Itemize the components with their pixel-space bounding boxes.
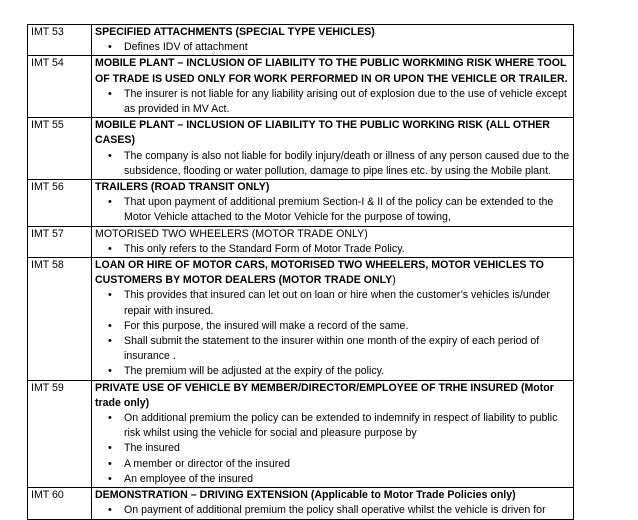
- imt-code: IMT 57: [28, 226, 92, 257]
- list-item: • For this purpose, the insured will make a record of the same.: [124, 319, 570, 334]
- list-item: • Defines IDV of attachment: [124, 40, 570, 55]
- list-item: • The insurer is not liable for any liability arising out of explosion due to the use of vehicle except as provided in MV Act.: [124, 87, 570, 117]
- list-item: • Shall submit the statement to the insurer within one month of the expiry of each period of insurance .: [124, 334, 570, 364]
- imt-title: DEMONSTRATION – DRIVING EXTENSION (Applicable to Motor Trade Policies only): [95, 489, 516, 502]
- imt-code: IMT 54: [28, 56, 92, 118]
- bullet-list: [95, 40, 570, 55]
- imt-title: [95, 258, 570, 288]
- imt-description: [92, 258, 574, 381]
- table-row: [28, 258, 574, 381]
- imt-description: [92, 56, 574, 118]
- table-row: [28, 56, 574, 118]
- bullet-list: [95, 288, 570, 379]
- imt-title: MOTORISED TWO WHEELERS (MOTOR TRADE ONLY): [95, 227, 368, 240]
- imt-description: [92, 25, 574, 56]
- table-row: [28, 226, 574, 257]
- imt-title: MOBILE PLANT – INCLUSION OF LIABILITY TO THE PUBLIC WORKMING RISK WHERE TOOL OF TRADE IS USED ONLY FOR WORK PERFORMED IN OR UPON THE VEHICLE OR TRAILER.: [95, 57, 568, 85]
- list-item: • A member or director of the insured: [124, 457, 570, 472]
- bullet-list: [95, 149, 570, 179]
- table-row: [28, 488, 574, 519]
- imt-code: IMT 59: [28, 380, 92, 487]
- list-item: • On additional premium the policy can be extended to indemnify in respect of liability to public risk whilst using the vehicle for social and pleasure purpose by: [124, 411, 570, 441]
- imt-code: IMT 58: [28, 258, 92, 381]
- bullet-list: [95, 503, 570, 518]
- bullet-list: [95, 411, 570, 487]
- table-row: [28, 118, 574, 180]
- list-item: • The company is also not liable for bodily injury/death or illness of any person caused due to the subsidence, flooding or water pollution, damage to pipe lines etc. by using the Mobile plant.: [124, 149, 570, 179]
- imt-description: [92, 180, 574, 227]
- bullet-list: [95, 87, 570, 117]
- list-item: • This provides that insured can let out on loan or hire when the customer’s vehicles is/under repair with insured.: [124, 288, 570, 318]
- imt-title: TRAILERS (ROAD TRANSIT ONLY): [95, 181, 270, 194]
- imt-endorsement-table: [27, 24, 574, 520]
- imt-title: SPECIFIED ATTACHMENTS (SPECIAL TYPE VEHICLES): [95, 26, 375, 38]
- imt-title: PRIVATE USE OF VEHICLE BY MEMBER/DIRECTOR/EMPLOYEE OF TRHE INSURED (Motor trade only): [95, 381, 554, 409]
- list-item: • The premium will be adjusted at the expiry of the policy.: [124, 364, 570, 379]
- imt-code: IMT 60: [28, 488, 92, 519]
- table-row: [28, 380, 574, 487]
- table-row: [28, 180, 574, 227]
- list-item: • An employee of the insured: [124, 472, 570, 487]
- imt-description: [92, 226, 574, 257]
- document-page: [27, 24, 574, 520]
- imt-description: [92, 380, 574, 487]
- bullet-list: [95, 242, 570, 257]
- bullet-list: [95, 195, 570, 225]
- list-item: • This only refers to the Standard Form of Motor Trade Policy.: [124, 242, 570, 257]
- list-item: • The insured: [124, 441, 570, 456]
- imt-code: IMT 56: [28, 180, 92, 227]
- imt-code: IMT 53: [28, 25, 92, 56]
- imt-description: [92, 118, 574, 180]
- imt-title-text: LOAN OR HIRE OF MOTOR CARS, MOTORISED TWO WHEELERS, MOTOR VEHICLES TO CUSTOMERS BY MOTOR DEALERS (MOTOR TRADE ONLY: [95, 259, 544, 287]
- list-item: • On payment of additional premium the policy shall operative whilst the vehicle is driven for: [124, 503, 570, 518]
- list-item: • That upon payment of additional premium Section-I & II of the policy can be extended to the Motor Vehicle attached to the Motor Vehicle for the purpose of towing,: [124, 195, 570, 225]
- table-row: [28, 25, 574, 56]
- imt-title-suffix: ): [392, 274, 396, 287]
- imt-code: IMT 55: [28, 118, 92, 180]
- imt-description: [92, 488, 574, 519]
- imt-title: MOBILE PLANT – INCLUSION OF LIABILITY TO THE PUBLIC WORKING RISK (ALL OTHER CASES): [95, 119, 550, 147]
